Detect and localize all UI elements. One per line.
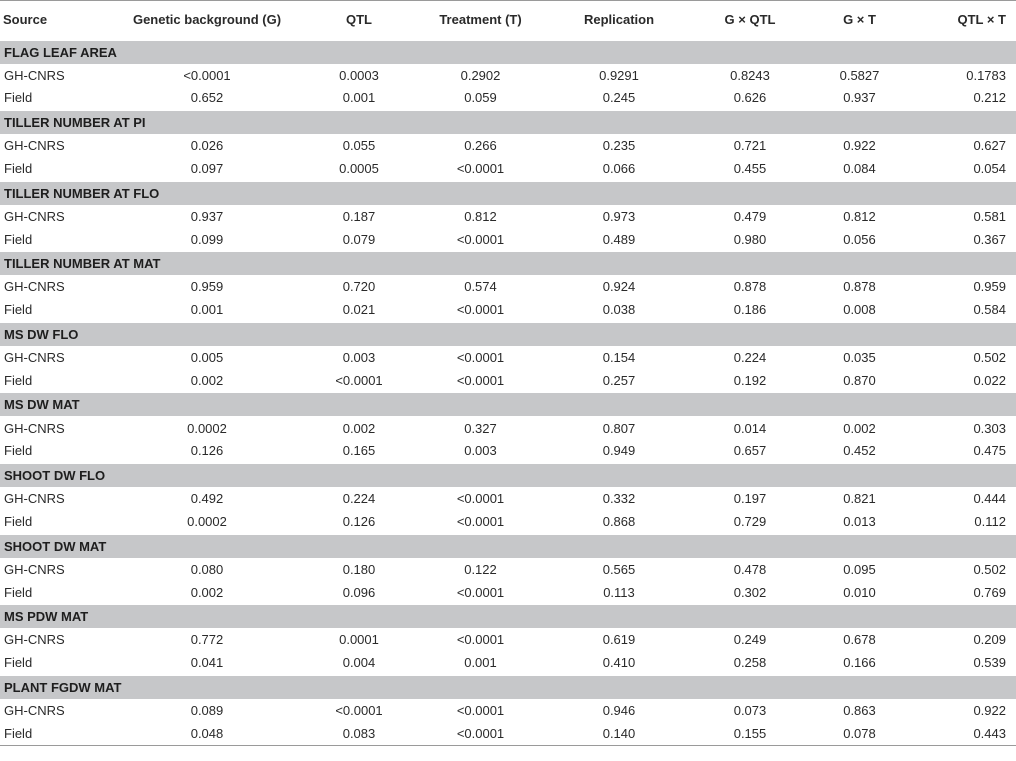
table-cell: 0.444 [973, 491, 1006, 507]
row-label: GH-CNRS [4, 491, 65, 507]
section-row [0, 322, 1016, 346]
table-cell: 0.574 [464, 279, 497, 295]
table-cell: 0.186 [733, 302, 767, 318]
header-row [0, 1, 1016, 40]
table-cell: 0.565 [602, 561, 636, 577]
table-cell: 0.022 [973, 372, 1006, 388]
table-cell: 0.126 [342, 514, 376, 529]
table-cell: 0.154 [602, 350, 636, 366]
table-cell: 0.056 [843, 231, 876, 247]
table-cell: 0.492 [190, 491, 224, 507]
table-cell: 0.187 [342, 208, 376, 224]
table-cell: 0.443 [912, 722, 1016, 745]
table-cell: 0.001 [464, 655, 497, 671]
table-row [0, 699, 1016, 722]
table-cell: 0.678 [843, 632, 876, 648]
table-cell: <0.0001 [456, 231, 505, 247]
table-body [0, 40, 1016, 746]
table-cell: 0.502 [973, 561, 1006, 577]
section-row [0, 675, 1016, 699]
section-row [0, 40, 1016, 64]
table-cell: 0.410 [602, 655, 636, 671]
table-cell: 0.096 [342, 584, 376, 600]
table-cell: 0.959 [973, 279, 1006, 295]
table-cell: 0.084 [843, 161, 876, 177]
table-cell: 0.0005 [339, 161, 379, 177]
row-label: Field [4, 231, 33, 247]
table-cell: 0.155 [693, 722, 807, 745]
table-cell: 0.922 [843, 138, 876, 154]
section-row [0, 392, 1016, 416]
table-cell: 0.266 [464, 138, 497, 154]
table-cell: 0.002 [190, 584, 224, 600]
table-cell: 0.095 [843, 561, 876, 577]
table-row [0, 228, 1016, 251]
table-cell: 0.008 [843, 302, 876, 318]
table-cell: 0.479 [733, 208, 767, 224]
table-cell: 0.066 [602, 161, 636, 177]
table-cell: 0.235 [602, 138, 636, 154]
section-title: MS DW FLO [0, 322, 1016, 346]
table-row [0, 440, 1016, 463]
table-cell: 0.258 [733, 655, 767, 671]
table-cell: 0.303 [973, 420, 1006, 436]
table-cell: 0.197 [733, 491, 767, 507]
table-cell: 0.010 [843, 584, 876, 600]
table-cell: 0.652 [190, 90, 224, 106]
section-title: SHOOT DW MAT [0, 534, 1016, 558]
column-header: Treatment (T) [416, 1, 545, 40]
table-cell: 0.002 [843, 420, 876, 436]
table-cell: <0.0001 [456, 161, 505, 177]
table-row [0, 134, 1016, 157]
table-cell: 0.949 [602, 443, 636, 459]
table-cell: 0.327 [464, 420, 497, 436]
table-cell: 0.812 [464, 208, 497, 224]
table-cell: 0.772 [190, 632, 224, 648]
table-cell: <0.0001 [456, 302, 505, 318]
table-cell: 0.099 [190, 231, 224, 247]
table-cell: 0.581 [973, 208, 1006, 224]
table-row [0, 628, 1016, 651]
table-cell: 0.1783 [966, 67, 1006, 83]
table-cell: 0.021 [342, 302, 376, 318]
table-cell: <0.0001 [456, 372, 505, 388]
table-cell: 0.720 [342, 279, 376, 295]
table-cell: 0.924 [602, 279, 636, 295]
table-cell: 0.001 [190, 302, 224, 318]
table-cell: 0.140 [545, 722, 693, 745]
table-cell: <0.0001 [456, 584, 505, 600]
table-cell: 0.489 [602, 231, 636, 247]
table-cell: 0.041 [190, 655, 224, 671]
table-cell: 0.078 [807, 722, 912, 745]
table-cell: 0.937 [190, 208, 224, 224]
table-row [0, 510, 1016, 533]
section-title: TILLER NUMBER AT PI [0, 110, 1016, 134]
table-row [0, 64, 1016, 87]
table-cell: 0.807 [602, 420, 636, 436]
table-cell: 0.224 [733, 350, 767, 366]
table-cell: 0.003 [342, 350, 376, 366]
row-label: Field [4, 514, 33, 529]
table-cell: 0.2902 [460, 67, 501, 83]
table-cell: 0.212 [973, 90, 1006, 106]
table-cell: <0.0001 [456, 702, 505, 718]
table-cell: 0.038 [602, 302, 636, 318]
table-row [0, 581, 1016, 604]
section-title: SHOOT DW FLO [0, 463, 1016, 487]
row-label: GH-CNRS [4, 67, 65, 83]
table-cell: 0.113 [603, 584, 635, 600]
table-cell: 0.0001 [339, 632, 379, 648]
table-cell: 0.821 [843, 491, 876, 507]
table-cell: 0.475 [973, 443, 1006, 459]
table-cell: 0.209 [973, 632, 1006, 648]
table-cell: 0.626 [733, 90, 767, 106]
section-title: TILLER NUMBER AT FLO [0, 181, 1016, 205]
table-cell: 0.502 [973, 350, 1006, 366]
section-title: PLANT FGDW MAT [0, 675, 1016, 699]
table-cell: 0.257 [602, 372, 636, 388]
table-cell: 0.002 [342, 420, 376, 436]
table-cell: 0.973 [602, 208, 636, 224]
row-label: Field [4, 161, 33, 177]
section-title: TILLER NUMBER AT MAT [0, 251, 1016, 275]
table-cell: 0.035 [843, 350, 876, 366]
table-cell: 0.863 [843, 702, 876, 718]
row-label: GH-CNRS [4, 208, 65, 224]
table-row [0, 652, 1016, 675]
table-cell: 0.126 [190, 443, 224, 459]
table-cell: 0.165 [342, 443, 376, 459]
table-cell: 0.003 [464, 443, 497, 459]
table-cell: 0.452 [843, 443, 876, 459]
column-header: G × QTL [693, 1, 807, 40]
table-cell: 0.729 [733, 514, 767, 529]
table-cell: 0.112 [974, 514, 1006, 529]
table-cell: 0.868 [602, 514, 636, 529]
table-cell: 0.367 [973, 231, 1006, 247]
section-title: MS DW MAT [0, 392, 1016, 416]
table-cell: 0.180 [342, 561, 376, 577]
row-label: GH-CNRS [4, 632, 65, 648]
row-label: Field [4, 372, 33, 388]
table-header [0, 1, 1016, 40]
table-cell: <0.0001 [456, 632, 505, 648]
table-cell: 0.946 [602, 702, 636, 718]
table-cell: 0.224 [342, 491, 376, 507]
table-cell: 0.005 [190, 350, 224, 366]
table-cell: 0.478 [733, 561, 767, 577]
table-cell: 0.0002 [187, 514, 227, 529]
section-row [0, 463, 1016, 487]
table-cell: 0.619 [602, 632, 636, 648]
section-row [0, 604, 1016, 628]
table-cell: 0.083 [302, 722, 416, 745]
row-label: Field [4, 302, 33, 318]
table-cell: 0.080 [190, 561, 224, 577]
table-cell: <0.0001 [416, 722, 545, 745]
row-label: Field [4, 584, 33, 600]
table-cell: 0.455 [733, 161, 767, 177]
table-cell: 0.959 [190, 279, 224, 295]
column-header: QTL × T [912, 1, 1016, 40]
table-cell: 0.9291 [599, 67, 639, 83]
table-cell: 0.657 [733, 443, 767, 459]
row-label: Field [0, 722, 112, 745]
table-row [0, 346, 1016, 369]
table-cell: 0.584 [973, 302, 1006, 318]
table-cell: 0.004 [342, 655, 376, 671]
row-label: Field [4, 443, 33, 459]
table-row [0, 558, 1016, 581]
row-label: GH-CNRS [4, 350, 65, 366]
table-cell: 0.079 [342, 231, 376, 247]
table-cell: 0.870 [843, 372, 876, 388]
table-row [0, 416, 1016, 439]
section-row [0, 251, 1016, 275]
table-cell: <0.0001 [335, 372, 383, 388]
table-cell: 0.013 [843, 514, 876, 529]
column-header: QTL [302, 1, 416, 40]
table-row [0, 87, 1016, 110]
table-cell: 0.089 [190, 702, 224, 718]
column-header: G × T [807, 1, 912, 40]
table-cell: 0.539 [973, 655, 1006, 671]
table-cell: 0.769 [973, 584, 1006, 600]
table-cell: <0.0001 [456, 491, 505, 507]
table-cell: 0.878 [843, 279, 876, 295]
row-label: GH-CNRS [4, 138, 65, 154]
table-cell: 0.922 [973, 702, 1006, 718]
section-title: FLAG LEAF AREA [0, 40, 1016, 64]
row-label: Field [4, 655, 33, 671]
row-label: GH-CNRS [4, 420, 65, 436]
table-cell: 0.026 [190, 138, 224, 154]
table-cell: 0.055 [342, 138, 376, 154]
table-row [0, 157, 1016, 180]
row-label: GH-CNRS [4, 279, 65, 295]
section-title: MS PDW MAT [0, 604, 1016, 628]
table-cell: <0.0001 [183, 67, 231, 83]
table-cell: 0.249 [733, 632, 767, 648]
row-label: GH-CNRS [4, 561, 65, 577]
column-header: Replication [545, 1, 693, 40]
table-cell: 0.627 [973, 138, 1006, 154]
column-header: Genetic background (G) [112, 1, 302, 40]
table-cell: <0.0001 [456, 350, 505, 366]
table-cell: 0.812 [843, 208, 876, 224]
table-row [0, 722, 1016, 745]
table-cell: 0.002 [190, 372, 224, 388]
table-cell: 0.054 [973, 161, 1006, 177]
section-row [0, 534, 1016, 558]
table-row [0, 205, 1016, 228]
table-cell: 0.937 [843, 90, 876, 106]
table-cell: 0.721 [733, 138, 767, 154]
table-cell: 0.878 [733, 279, 767, 295]
table-cell: 0.0002 [187, 420, 227, 436]
table-cell: 0.980 [733, 231, 767, 247]
table-cell: 0.059 [464, 90, 497, 106]
table-row [0, 487, 1016, 510]
table-cell: 0.048 [112, 722, 302, 745]
table-cell: 0.097 [190, 161, 224, 177]
table-cell: 0.073 [733, 702, 767, 718]
table-cell: 0.014 [733, 420, 767, 436]
table-cell: 0.302 [733, 584, 767, 600]
row-label: Field [4, 90, 33, 106]
section-row [0, 181, 1016, 205]
table-cell: 0.8243 [730, 67, 770, 83]
row-label: GH-CNRS [4, 702, 65, 718]
table-cell: 0.332 [602, 491, 636, 507]
table-cell: 0.001 [342, 90, 376, 106]
table-row [0, 299, 1016, 322]
column-header: Source [0, 1, 112, 40]
table-cell: 0.166 [843, 655, 876, 671]
table-cell: 0.5827 [839, 67, 880, 83]
table-cell: 0.0003 [339, 67, 379, 83]
table-row [0, 275, 1016, 298]
table-row [0, 369, 1016, 392]
table-cell: <0.0001 [456, 514, 505, 529]
section-row [0, 110, 1016, 134]
table-cell: 0.245 [602, 90, 636, 106]
table-cell: <0.0001 [335, 702, 383, 718]
table-cell: 0.192 [733, 372, 767, 388]
table-cell: 0.122 [464, 561, 497, 577]
